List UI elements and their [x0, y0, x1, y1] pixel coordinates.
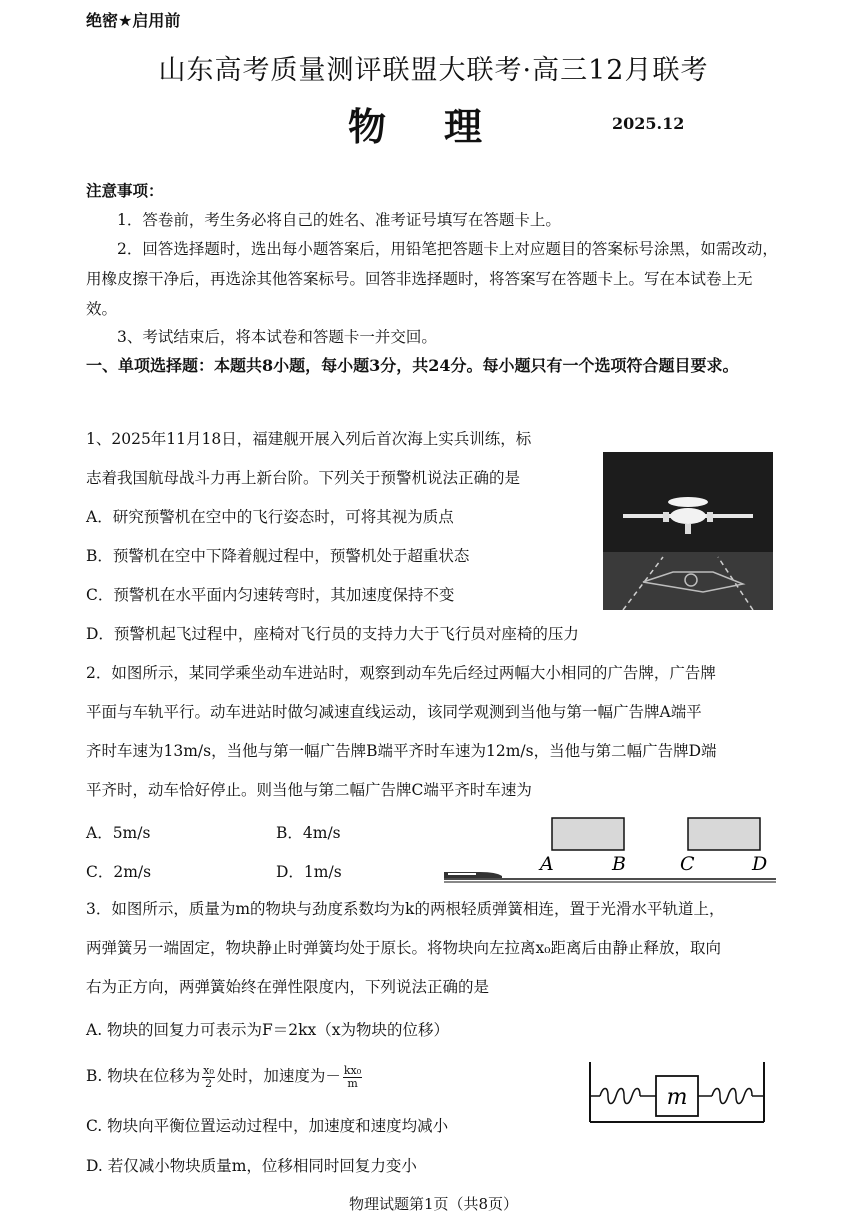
label-d: D [752, 853, 768, 875]
fraction-x0-over-2: $\frac{\text{x₀}}{2}$ [203, 1063, 214, 1090]
notice-heading: 注意事项： [86, 181, 164, 200]
billboard-2 [688, 818, 760, 850]
q3-option-d: D. 若仅减小物块质量m，位移相同时回复力变小 [86, 1157, 417, 1175]
train-icon [444, 872, 502, 878]
q2-stem-line1: 2．如图所示，某同学乘坐动车进站时，观察到动车先后经过两幅大小相同的广告牌，广告牌 [86, 664, 716, 682]
q2-stem-line4: 平齐时，动车恰好停止。则当他与第二幅广告牌C端平齐时车速为 [86, 781, 532, 799]
q2-stem-line3: 齐时车速为13m/s，当他与第一幅广告牌B端平齐时车速为12m/s，当他与第二幅广告牌D端 [86, 742, 717, 760]
right-spring [712, 1089, 752, 1104]
notice-item-2: 2．回答选择题时，选出每小题答案后，用铅笔把答题卡上对应题目的答案标号涂黑，如需改动，用橡皮擦干净后，再选涂其他答案标号。回答非选择题时，将答案写在答题卡上。写在本试卷上无效。 [86, 240, 778, 318]
q2-stem-line2: 平面与车轨平行。动车进站时做匀减速直线运动，该同学观测到当他与第一幅广告牌A端平 [86, 703, 702, 721]
spring-block-diagram [586, 1060, 768, 1126]
block-label: m [666, 1085, 688, 1110]
q3-option-b [86, 1064, 364, 1090]
label-c: C [680, 853, 695, 875]
q3-stem-line1: 3．如图所示，质量为m的物块与劲度系数均为k的两根轻质弹簧相连，置于光滑水平轨道上， [86, 900, 725, 918]
page-footer: 物理试题第1页（共8页） [348, 1195, 519, 1213]
fraction-kx0-over-m: $\frac{\text{kx₀}}{m}$ [343, 1063, 362, 1090]
exam-date: 2025.12 [612, 114, 685, 133]
q2-option-a: A．5m/s [86, 824, 151, 842]
left-spring [600, 1089, 640, 1104]
q3-option-a: A. 物块的回复力可表示为F＝2kx（x为物块的位移） [86, 1021, 450, 1039]
q1-option-b: B．预警机在空中下降着舰过程中，预警机处于超重状态 [86, 547, 470, 565]
notice-item-3: 3、考试结束后，将本试卷和答题卡一并交回。 [117, 328, 437, 346]
label-b: B [612, 853, 626, 875]
confidential-mark: 绝密★启用前 [86, 11, 181, 30]
q3-stem-line2: 两弹簧另一端固定，物块静止时弹簧均处于原长。将物块向左拉离x₀距离后由静止释放，取向 [86, 939, 721, 957]
q1-option-c: C．预警机在水平面内匀速转弯时，其加速度保持不变 [86, 586, 455, 604]
q2-option-c: C．2m/s [86, 863, 152, 881]
section-heading: 一、单项选择题：本题共8小题，每小题3分，共24分。每小题只有一个选项符合题目要求。 [86, 356, 739, 375]
q1-stem-line1: 1、2025年11月18日，福建舰开展入列后首次海上实兵训练，标 [86, 430, 532, 448]
q1-stem-line2: 志着我国航母战斗力再上新台阶。下列关于预警机说法正确的是 [86, 469, 521, 487]
q3-option-b-prefix: B. 物块在位移为 [86, 1067, 201, 1085]
q2-option-b: B．4m/s [276, 824, 341, 842]
billboard-1 [552, 818, 624, 850]
q3-option-c: C. 物块向平衡位置运动过程中，加速度和速度均减小 [86, 1117, 449, 1135]
label-a: A [540, 853, 554, 875]
q1-option-d: D．预警机起飞过程中，座椅对飞行员的支持力大于飞行员对座椅的压力 [86, 625, 579, 643]
q2-option-d: D．1m/s [276, 863, 342, 881]
aircraft-carrier-photo [603, 452, 773, 610]
subject-title: 物理 [348, 104, 541, 149]
notice-item-1: 1．答卷前，考生务必将自己的姓名、准考证号填写在答题卡上。 [117, 211, 561, 229]
billboard-diagram [440, 810, 780, 885]
exam-title: 山东高考质量测评联盟大联考·高三12月联考 [158, 55, 709, 86]
q1-option-a: A．研究预警机在空中的飞行姿态时，可将其视为质点 [86, 508, 454, 526]
q3-option-b-mid: 处时，加速度为－ [216, 1067, 341, 1085]
q3-stem-line3: 右为正方向，两弹簧始终在弹性限度内，下列说法正确的是 [86, 978, 490, 996]
